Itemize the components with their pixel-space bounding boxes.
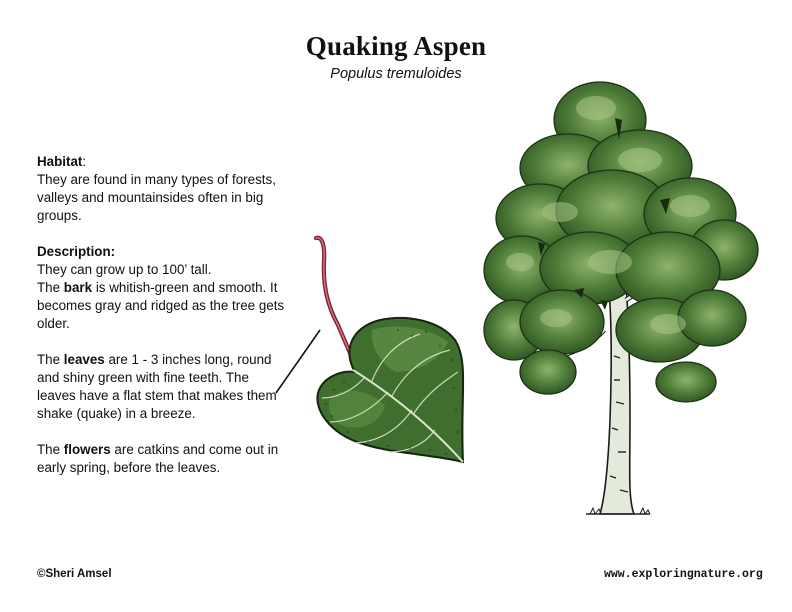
- leaves-text: are 1 - 3 inches long, round and shiny green with fine teeth. The leaves have a flat stem that makes them shake (quake) in a breeze.: [37, 352, 277, 421]
- flowers-pre: The: [37, 442, 64, 457]
- height-text: They can grow up to 100’ tall.: [37, 262, 212, 277]
- leaves-keyword: leaves: [63, 352, 105, 367]
- page-title: Quaking Aspen: [305, 31, 487, 61]
- bark-pre: The: [37, 280, 64, 295]
- habitat-heading: Habitat: [37, 154, 83, 169]
- leaves-pre: The: [37, 352, 64, 367]
- copyright: ©Sheri Amsel: [37, 568, 112, 580]
- scientific-name: Populus tremuloides: [330, 66, 462, 82]
- flowers-text: are catkins and come out in early spring, before the leaves.: [37, 442, 279, 475]
- description-heading: Description:: [37, 244, 116, 259]
- habitat-text: They are found in many types of forests, valleys and mountainsides often in big groups.: [37, 172, 276, 223]
- bark-keyword: bark: [63, 280, 93, 295]
- website-link[interactable]: www.exploringnature.org: [604, 568, 763, 581]
- flowers-keyword: flowers: [63, 442, 111, 457]
- bark-text: is whitish-green and smooth. It becomes gray and ridged as the tree gets older.: [37, 280, 285, 331]
- habitat-colon: :: [82, 154, 87, 169]
